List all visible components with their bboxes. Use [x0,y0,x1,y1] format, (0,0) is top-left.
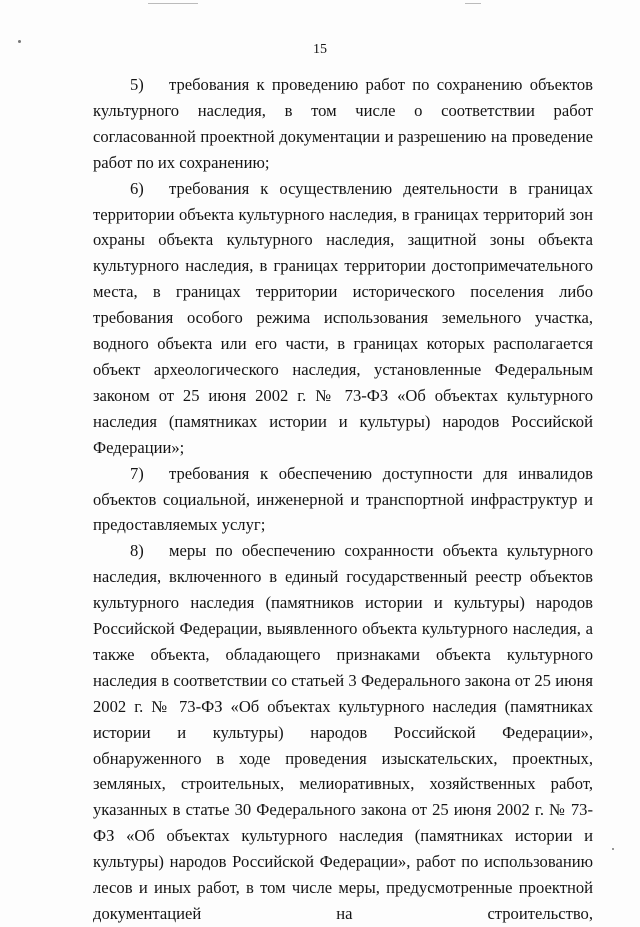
item-number: 5) [130,75,144,94]
document-body [93,72,593,927]
list-item-6 [93,176,593,461]
item-text: требования к обеспечению доступности для инвалидов объектов социальной, инженерной и транспортной инфраструктур и предоставляемых услуг; [93,463,593,535]
item-number: 7) [130,463,144,483]
scan-artifact [148,3,198,4]
list-item-8 [93,538,593,927]
item-text: требования к проведению работ по сохранению объектов культурного наследия, в том числе о соответствии работ согласованной проектной документации и разрешению на проведение работ по их сохранению; [93,75,593,172]
item-text: требования к осуществлению деятельности в границах территории объекта культурного наследия, в границах территорий зон охраны объекта культурного наследия, защитной зоны объекта культурного наследия, в границах территории достопримечательного места, в границах территории исторического поселения либо требования особого режима использования земельного участка, водного объекта или его части, в границах которых располагается объект археологического наследия, установленные Федеральным законом от 25 июня 2002 г. № 73-ФЗ «Об объектах культурного наследия (памятниках истории и культуры) народов Российской Федерации»; [93,178,593,457]
list-item-7 [93,461,593,539]
scan-artifact [465,3,481,4]
list-item-5 [93,72,593,176]
item-number: 6) [130,178,144,198]
item-text: меры по обеспечению сохранности объекта культурного наследия, включенного в единый государственный реестр объектов культурного наследия (памятников истории и культуры) народов Российской Федерации, выявленного объекта культурного наследия, а также объекта, обладающего признаками объекта культурного наследия в соответствии со статьей 3 Федерального закона от 25 июня 2002 г. № 73-ФЗ «Об объектах культурного наследия (памятниках истории и культуры) народов Российской Федерации», обнаруженного в ходе проведения изыскательских, проектных, земляных, строительных, мелиоративных, хозяйственных работ, указанных в статье 30 Федерального закона от 25 июня 2002 г. № 73-ФЗ «Об объектах культурного наследия (памятниках истории и культуры) народов Российской Федерации», работ по использованию лесов и иных работ, в том числе меры, предусмотренные проектной документацией на строительство, [93,541,593,923]
page-number: 15 [313,42,327,57]
scan-speck [612,848,614,850]
item-number: 8) [130,541,144,561]
